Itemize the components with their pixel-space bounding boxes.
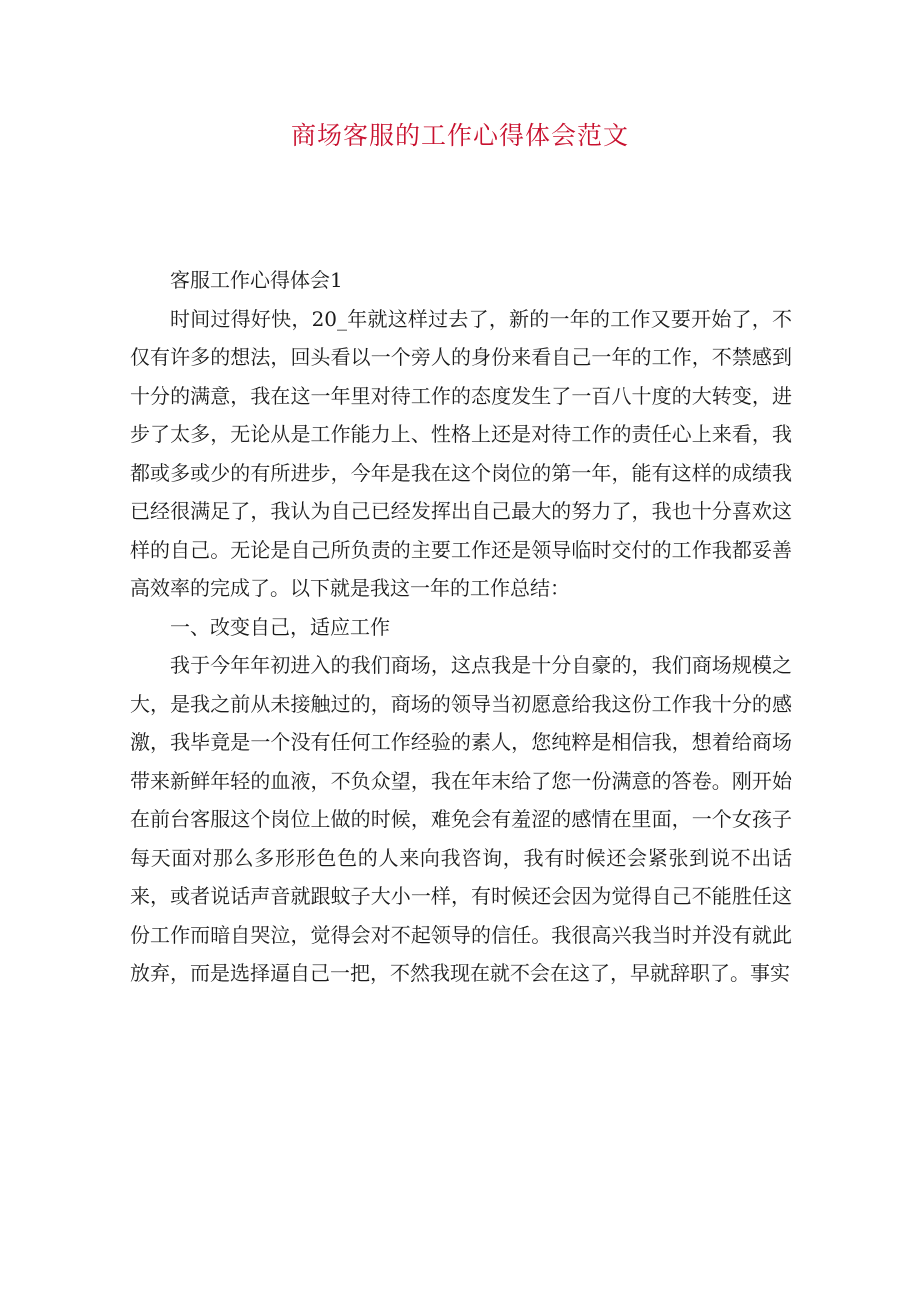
section-heading: 一、改变自己，适应工作 <box>170 614 390 639</box>
paragraph: 我于今年年初进入的我们商场，这点我是十分自豪的，我们商场规模之大，是我之前从未接触过的，商场的领导当初愿意给我这份工作我十分的感激，我毕竟是一个没有任何工作经验的素人，您纯粹是相信我，想着给商场带来新鲜年轻的血液，不负众望，我在年末给了您一份满意的答卷。刚开始在前台客服这个岗位上做的时候，难免会有羞涩的感情在里面，一个女孩子每天面对那么多形形色色的人来向我咨询，我有时候还会紧张到说不出话来，或者说话声音就跟蚊子大小一样，有时候还会因为觉得自己不能胜任这份工作而暗自哭泣，觉得会对不起领导的信任。我很高兴我当时并没有就此放弃，而是选择逼自己一把，不然我现在就不会在这了，早就辞职了。事实 <box>130 653 792 985</box>
document-title: 商场客服的工作心得体会范文 <box>290 121 629 150</box>
paragraph: 时间过得好快，20_年就这样过去了，新的一年的工作又要开始了，不仅有许多的想法，回头看以一个旁人的身份来看自己一年的工作，不禁感到十分的满意，我在这一年里对待工作的态度发生了一百八十度的大转变，进步了太多，无论从是工作能力上、性格上还是对待工作的责任心上来看，我都或多或少的有所进步，今年是我在这个岗位的第一年，能有这样的成绩我已经很满足了，我认为自己已经发挥出自己最大的努力了，我也十分喜欢这样的自己。无论是自己所负责的主要工作还是领导临时交付的工作我都妥善高效率的完成了。以下就是我这一年的工作总结： <box>130 306 792 600</box>
document-body <box>130 261 792 993</box>
section-heading: 客服工作心得体会1 <box>170 268 343 292</box>
